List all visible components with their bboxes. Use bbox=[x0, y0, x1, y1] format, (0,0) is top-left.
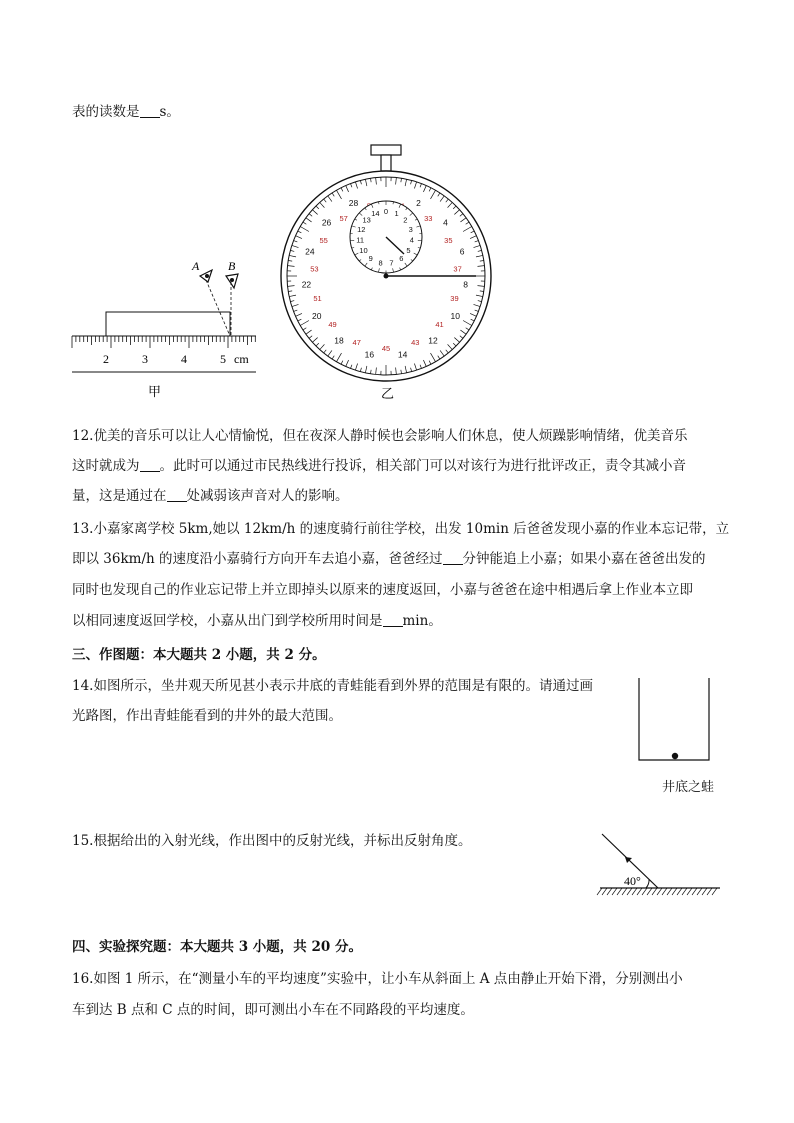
angle-arc bbox=[646, 879, 649, 888]
outer-label-black: 22 bbox=[301, 279, 312, 290]
q16-line2: 车到达 B 点和 C 点的时间，即可测出小车在不同路段的平均速度。 bbox=[72, 1002, 474, 1018]
frog-dot bbox=[672, 753, 678, 759]
q13-blank2[interactable] bbox=[383, 612, 403, 627]
q12-line3: 量，这是通过在 处减弱该声音对人的影响。 bbox=[72, 488, 349, 504]
outer-label-red: 33 bbox=[424, 213, 433, 223]
caption-jia: 甲 bbox=[148, 385, 162, 400]
q15-line1: 15.根据给出的入射光线，作出图中的反射光线，并标出反射角度。 bbox=[72, 833, 472, 849]
q14-line2: 光路图，作出青蛙能看到的井外的最大范围。 bbox=[72, 708, 342, 724]
minute-dial-label: 6 bbox=[399, 254, 404, 264]
eye-a-icon bbox=[200, 270, 212, 282]
center-pin bbox=[384, 274, 389, 279]
stopwatch-stem bbox=[381, 155, 391, 171]
outer-label-black: 4 bbox=[443, 217, 448, 228]
minute-dial-label: 4 bbox=[409, 235, 414, 245]
outer-label-black: 12 bbox=[428, 335, 438, 346]
outer-label-black: 18 bbox=[334, 335, 344, 346]
outer-label-red: 57 bbox=[339, 213, 348, 223]
outer-label-black: 26 bbox=[321, 217, 332, 228]
outer-label-black: 14 bbox=[397, 349, 408, 360]
q12-blank1[interactable] bbox=[140, 457, 160, 472]
minute-dial-label: 5 bbox=[406, 246, 411, 255]
minute-dial-label: 13 bbox=[362, 215, 371, 225]
section-4-heading: 四、实验探究题：本大题共 3 小题，共 20 分。 bbox=[72, 939, 362, 955]
caption-yi: 乙 bbox=[381, 387, 395, 402]
outer-label-red: 39 bbox=[450, 294, 459, 304]
q13-line1: 13.小嘉家离学校 5km,她以 12km/h 的速度骑行前往学校，出发 10min 后爸爸发现小嘉的作业本忘记带，立 bbox=[72, 521, 730, 537]
minute-dial-label: 7 bbox=[389, 258, 394, 268]
outer-label-red: 35 bbox=[444, 236, 453, 245]
q13-line3: 同时也发现自己的作业忘记带上并立即掉头以原来的速度返回，小嘉与爸爸在途中相遇后拿上作业本立即 bbox=[72, 582, 693, 598]
figure-yi-stopwatch bbox=[280, 140, 496, 402]
outer-label-black: 8 bbox=[463, 279, 468, 290]
stopwatch-crown bbox=[371, 145, 401, 155]
outer-label-red: 45 bbox=[381, 344, 391, 353]
ruler-label-4: 4 bbox=[181, 352, 187, 366]
section-3-heading: 三、作图题：本大题共 2 小题，共 2 分。 bbox=[72, 647, 326, 663]
answer-blank[interactable] bbox=[140, 103, 160, 118]
outer-label-red: 47 bbox=[352, 337, 361, 347]
minute-dial-label: 9 bbox=[368, 254, 373, 264]
outer-label-red: 51 bbox=[313, 294, 322, 304]
well-walls bbox=[639, 678, 709, 760]
ruler-label-3: 3 bbox=[142, 352, 148, 366]
well-caption: 井底之蛙 bbox=[662, 780, 715, 795]
minute-dial-label: 8 bbox=[378, 258, 383, 268]
block bbox=[106, 312, 230, 336]
minute-dial-label: 2 bbox=[403, 215, 408, 225]
q13-line4: 以相同速度返回学校，小嘉从出门到学校所用时间是 min。 bbox=[72, 613, 442, 629]
outer-label-black: 6 bbox=[459, 246, 465, 257]
outer-label-black: 10 bbox=[450, 311, 461, 321]
outer-label-red: 37 bbox=[453, 264, 462, 274]
q12-line1: 12.优美的音乐可以让人心情愉悦，但在夜深人静时候也会影响人们休息，使人烦躁影响情绪，优美音乐 bbox=[72, 428, 688, 444]
eye-b-icon bbox=[226, 274, 238, 288]
outer-label-black: 24 bbox=[305, 246, 315, 257]
outer-label-black: 20 bbox=[311, 311, 322, 321]
outer-label-black: 2 bbox=[416, 197, 421, 208]
figure-jia bbox=[68, 250, 268, 400]
point-a-label: A bbox=[192, 259, 200, 273]
minute-dial-label: 14 bbox=[371, 209, 380, 219]
reflection-figure bbox=[596, 828, 724, 902]
q12-line2: 这时就成为 。此时可以通过市民热线进行投诉，相关部门可以对该行为进行批评改正，责令其减小音 bbox=[72, 458, 686, 474]
q13-blank1[interactable] bbox=[443, 550, 463, 565]
minute-dial-label: 0 bbox=[383, 207, 389, 216]
outer-label-red: 49 bbox=[328, 320, 337, 330]
angle-label: 40° bbox=[624, 874, 641, 888]
minute-dial-label: 10 bbox=[359, 246, 368, 255]
point-b-label: B bbox=[228, 259, 236, 273]
q12-blank2[interactable] bbox=[167, 487, 187, 502]
ruler-ticks bbox=[72, 336, 255, 348]
q13-line2: 即以 36km/h 的速度沿小嘉骑行方向开车去追小嘉，爸爸经过 分钟能追上小嘉；如果小嘉在爸爸出发的 bbox=[72, 551, 706, 567]
outer-label-red: 53 bbox=[310, 264, 319, 274]
outer-label-black: 16 bbox=[364, 349, 375, 360]
outer-label-black: 28 bbox=[348, 197, 359, 208]
ruler-label-5: 5 bbox=[220, 352, 226, 366]
q16-line1: 16.如图 1 所示，在“测量小车的平均速度”实验中，让小车从斜面上 A 点由静止开始下滑，分别测出小 bbox=[72, 971, 683, 987]
q14-line1: 14.如图所示，坐井观天所见甚小表示井底的青蛙能看到外界的范围是有限的。请通过画 bbox=[72, 678, 593, 694]
minute-dial-label: 3 bbox=[408, 224, 413, 234]
minute-dial-label: 1 bbox=[394, 209, 399, 219]
outer-label-red: 41 bbox=[435, 320, 444, 330]
ruler-unit: cm bbox=[234, 352, 249, 366]
outer-label-red: 43 bbox=[411, 337, 420, 347]
ruler-label-2: 2 bbox=[103, 352, 109, 366]
outer-label-red: 55 bbox=[319, 236, 328, 245]
minute-dial-label: 12 bbox=[357, 224, 366, 234]
answer-line: 表的读数是 s。 bbox=[72, 104, 180, 120]
minute-dial-label: 11 bbox=[356, 235, 365, 245]
mirror-hatching bbox=[597, 888, 717, 895]
